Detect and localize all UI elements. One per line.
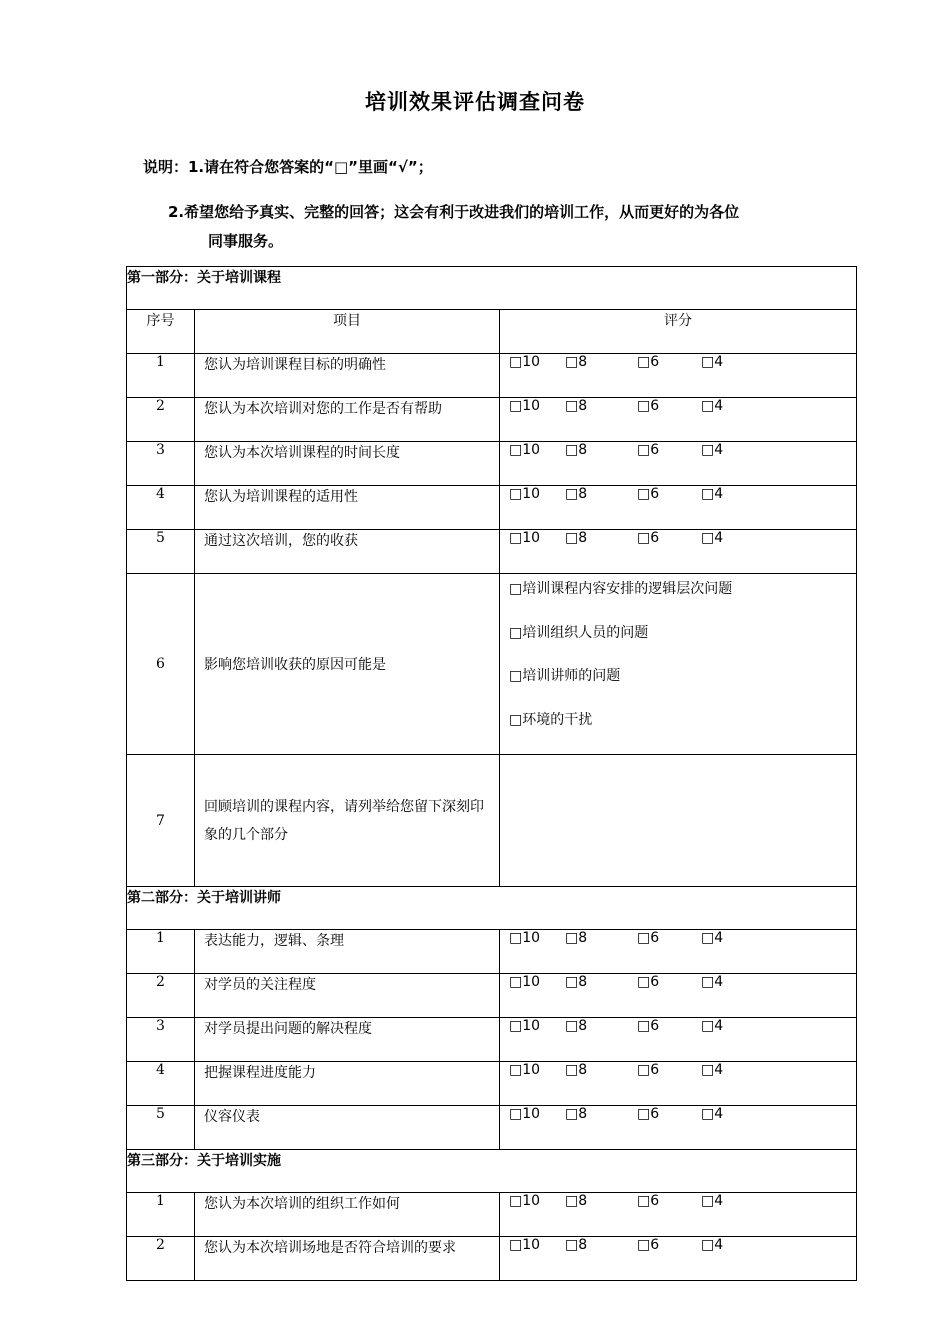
score-checkbox[interactable]: □4: [701, 1062, 724, 1078]
row-number: 3: [127, 1018, 195, 1062]
table-row: [127, 974, 857, 1018]
score-option-group: [509, 486, 856, 506]
score-checkbox[interactable]: □6: [637, 930, 660, 946]
score-options: [500, 1237, 857, 1281]
score-options: [500, 974, 857, 1018]
table-row: [127, 442, 857, 486]
score-option-group: [509, 354, 856, 374]
row-number: 1: [127, 354, 195, 398]
score-options: [500, 1018, 857, 1062]
score-options: [500, 354, 857, 398]
table-row: [127, 530, 857, 574]
score-checkbox[interactable]: □10: [509, 974, 541, 990]
row-number: 6: [127, 574, 195, 755]
score-checkbox[interactable]: □8: [565, 1018, 588, 1034]
table-row: [127, 1237, 857, 1281]
score-checkbox[interactable]: □4: [701, 1237, 724, 1253]
table-header-row: [127, 310, 857, 354]
table-row: [127, 1106, 857, 1150]
header-score: 评分: [500, 310, 857, 354]
score-options: [500, 530, 857, 574]
score-options: [500, 930, 857, 974]
reason-checkbox[interactable]: □环境的干扰: [509, 711, 593, 728]
row-number: 5: [127, 530, 195, 574]
score-checkbox[interactable]: □6: [637, 486, 660, 502]
reason-options: [500, 574, 857, 755]
score-checkbox[interactable]: □4: [701, 1193, 724, 1209]
score-checkbox[interactable]: □4: [701, 930, 724, 946]
row-item: 对学员的关注程度: [195, 974, 500, 1018]
row-item: 对学员提出问题的解决程度: [195, 1018, 500, 1062]
header-item: 项目: [195, 310, 500, 354]
score-checkbox[interactable]: □6: [637, 398, 660, 414]
row-number: 4: [127, 486, 195, 530]
table-row: [127, 1062, 857, 1106]
score-checkbox[interactable]: □4: [701, 354, 724, 370]
score-option-group: [509, 1193, 856, 1213]
table-row: [127, 755, 857, 887]
table-row: [127, 930, 857, 974]
row-item: 您认为培训课程的适用性: [195, 486, 500, 530]
row-item: 仪容仪表: [195, 1106, 500, 1150]
reason-checkbox[interactable]: □培训讲师的问题: [509, 668, 621, 684]
score-option-group: [509, 1062, 856, 1082]
score-checkbox[interactable]: □6: [637, 1193, 660, 1209]
score-options: [500, 442, 857, 486]
row-item: 通过这次培训，您的收获: [195, 530, 500, 574]
score-option-group: [509, 1018, 856, 1038]
instruction-line-2: 2.希望您给予真实、完整的回答；这会有利于改进我们的培训工作，从而更好的为各位: [168, 203, 740, 221]
row-item: 把握课程进度能力: [195, 1062, 500, 1106]
score-options: [500, 486, 857, 530]
row-item: 您认为本次培训的组织工作如何: [195, 1193, 500, 1237]
score-checkbox[interactable]: □8: [565, 530, 588, 546]
score-checkbox[interactable]: □6: [637, 530, 660, 546]
score-options: [500, 398, 857, 442]
score-checkbox[interactable]: □4: [701, 1106, 724, 1122]
row-number: 7: [127, 755, 195, 887]
section-title: 第三部分：关于培训实施: [127, 1150, 857, 1193]
reason-checkbox[interactable]: □培训组织人员的问题: [509, 624, 649, 641]
section-title: 第二部分：关于培训讲师: [127, 887, 857, 930]
score-checkbox[interactable]: □8: [565, 1193, 588, 1209]
score-checkbox[interactable]: □6: [637, 1018, 660, 1034]
row-number: 2: [127, 1237, 195, 1281]
reason-checkbox[interactable]: □培训课程内容安排的逻辑层次问题: [509, 581, 733, 597]
row-number: 2: [127, 398, 195, 442]
row-number: 1: [127, 930, 195, 974]
row-item: 表达能力，逻辑、条理: [195, 930, 500, 974]
table-row: [127, 398, 857, 442]
score-checkbox[interactable]: □8: [565, 974, 588, 990]
score-checkbox[interactable]: □10: [509, 398, 541, 414]
score-checkbox[interactable]: □10: [509, 1193, 541, 1209]
score-checkbox[interactable]: □6: [637, 974, 660, 990]
table-row: [127, 1018, 857, 1062]
table-row: [127, 574, 857, 755]
score-options: [500, 1193, 857, 1237]
score-checkbox[interactable]: □10: [509, 930, 541, 946]
score-checkbox[interactable]: □8: [565, 1237, 588, 1253]
score-checkbox[interactable]: □10: [509, 1237, 541, 1253]
section-header-part3: [127, 1150, 857, 1193]
score-checkbox[interactable]: □4: [701, 974, 724, 990]
score-checkbox[interactable]: □8: [565, 1062, 588, 1078]
row-item: 您认为本次培训对您的工作是否有帮助: [195, 398, 500, 442]
instruction-line-1: 说明：1.请在符合您答案的“□”里画“√”；: [143, 158, 433, 176]
answer-field[interactable]: [500, 755, 857, 887]
score-checkbox[interactable]: □4: [701, 1018, 724, 1034]
score-checkbox[interactable]: □8: [565, 1106, 588, 1122]
score-option-group: [509, 398, 856, 418]
score-option-group: [509, 530, 856, 550]
score-option-group: [509, 930, 856, 950]
score-option-group: [509, 974, 856, 994]
score-checkbox[interactable]: □6: [637, 1237, 660, 1253]
row-number: 3: [127, 442, 195, 486]
table-row: [127, 354, 857, 398]
score-options: [500, 1062, 857, 1106]
page-title: 培训效果评估调查问卷: [365, 90, 585, 114]
score-checkbox[interactable]: □8: [565, 442, 588, 458]
score-checkbox[interactable]: □4: [701, 398, 724, 414]
score-checkbox[interactable]: □8: [565, 930, 588, 946]
row-number: 1: [127, 1193, 195, 1237]
score-checkbox[interactable]: □4: [701, 530, 724, 546]
score-checkbox[interactable]: □6: [637, 1062, 660, 1078]
score-checkbox[interactable]: □6: [637, 1106, 660, 1122]
row-item: 影响您培训收获的原因可能是: [195, 574, 500, 755]
table-row: [127, 1193, 857, 1237]
score-option-group: [509, 442, 856, 462]
score-option-group: [509, 1237, 856, 1257]
score-checkbox[interactable]: □10: [509, 1062, 541, 1078]
score-checkbox[interactable]: □10: [509, 486, 541, 502]
score-checkbox[interactable]: □6: [637, 442, 660, 458]
score-checkbox[interactable]: □8: [565, 486, 588, 502]
score-checkbox[interactable]: □4: [701, 486, 724, 502]
header-no: 序号: [127, 310, 195, 354]
score-option-group: [509, 1106, 856, 1126]
score-checkbox[interactable]: □10: [509, 1018, 541, 1034]
row-number: 2: [127, 974, 195, 1018]
score-checkbox[interactable]: □10: [509, 442, 541, 458]
row-item: 回顾培训的课程内容，请列举给您留下深刻印象的几个部分: [195, 755, 500, 887]
section-header-part1: [127, 267, 857, 310]
row-item: 您认为本次培训场地是否符合培训的要求: [195, 1237, 500, 1281]
section-title: 第一部分：关于培训课程: [127, 267, 857, 310]
score-checkbox[interactable]: □6: [637, 354, 660, 370]
instruction-line-2-continued: 同事服务。: [208, 232, 284, 250]
row-number: 5: [127, 1106, 195, 1150]
row-item: 您认为本次培训课程的时间长度: [195, 442, 500, 486]
score-checkbox[interactable]: □8: [565, 354, 588, 370]
score-checkbox[interactable]: □8: [565, 398, 588, 414]
score-checkbox[interactable]: □10: [509, 530, 541, 546]
score-options: [500, 1106, 857, 1150]
score-checkbox[interactable]: □4: [701, 442, 724, 458]
row-number: 4: [127, 1062, 195, 1106]
score-checkbox[interactable]: □10: [509, 354, 541, 370]
row-item: 您认为培训课程目标的明确性: [195, 354, 500, 398]
survey-table: [126, 266, 857, 1281]
score-checkbox[interactable]: □10: [509, 1106, 541, 1122]
section-header-part2: [127, 887, 857, 930]
table-row: [127, 486, 857, 530]
